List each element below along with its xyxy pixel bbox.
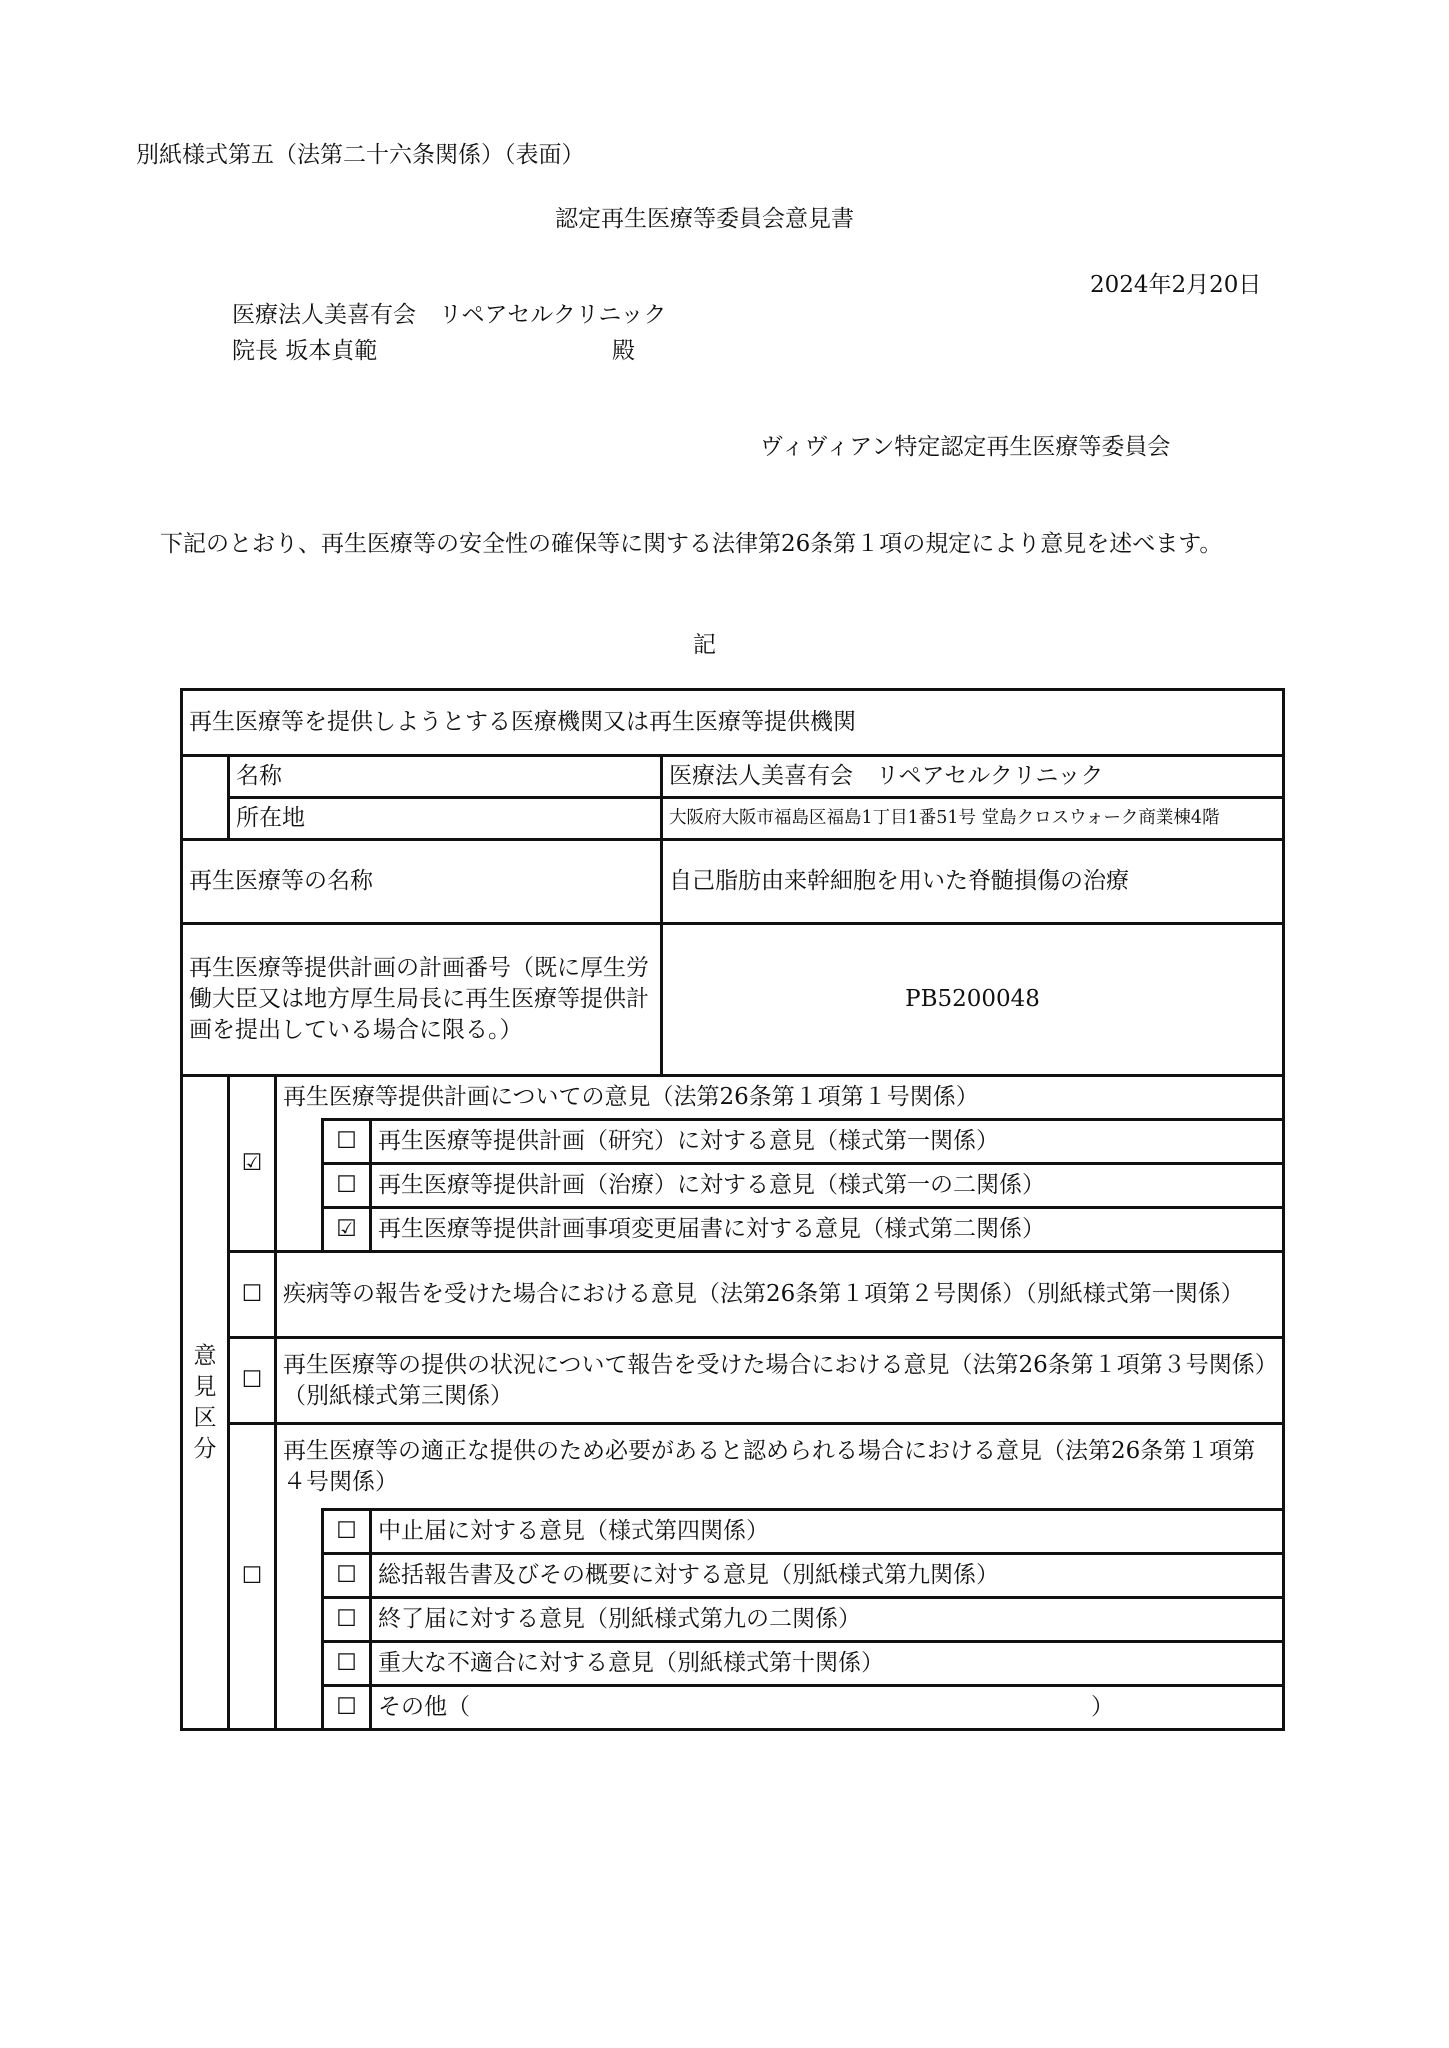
- sec4-item2-label: 総括報告書及びその概要に対する意見（別紙様式第九関係）: [371, 1554, 1284, 1598]
- sec4-item5-label: その他（ ）: [371, 1686, 1284, 1730]
- sec2-label: 疾病等の報告を受けた場合における意見（法第26条第１項第２号関係）（別紙様式第一関係）: [276, 1252, 1284, 1338]
- institution-indent: [182, 756, 229, 840]
- plan-number-label: 再生医療等提供計画の計画番号（既に厚生労働大臣又は地方厚生局長に再生医療等提供計画を提出している場合に限る。）: [182, 924, 662, 1076]
- sec1-item2-checkbox-icon[interactable]: ☐: [323, 1164, 371, 1208]
- sec1-item2-label: 再生医療等提供計画（治療）に対する意見（様式第一の二関係）: [371, 1164, 1284, 1208]
- address-value: 大阪府大阪市福島区福島1丁目1番51号 堂島クロスウォーク商業棟4階: [662, 798, 1284, 840]
- institution-section-header: 再生医療等を提供しようとする医療機関又は再生医療等提供機関: [182, 690, 1284, 756]
- sec4-item5-checkbox-icon[interactable]: ☐: [323, 1686, 371, 1730]
- treatment-name-label: 再生医療等の名称: [182, 840, 662, 924]
- addressee-organization: 医療法人美喜有会 リペアセルクリニック: [232, 302, 667, 328]
- opinion-form-table: [180, 688, 1285, 1731]
- sec2-checkbox-icon[interactable]: ☐: [229, 1252, 276, 1338]
- addressee-person: 院長 坂本貞範: [232, 338, 378, 364]
- document-title: 認定再生医療等委員会意見書: [555, 206, 854, 232]
- plan-number-value: PB5200048: [662, 924, 1284, 1076]
- sec4-item4-checkbox-icon[interactable]: ☐: [323, 1642, 371, 1686]
- sec1-checkbox-icon[interactable]: ☑: [229, 1076, 276, 1252]
- sec1-indent: [276, 1120, 323, 1252]
- sec4-item3-checkbox-icon[interactable]: ☐: [323, 1598, 371, 1642]
- sec1-item3-checkbox-icon[interactable]: ☑: [323, 1208, 371, 1252]
- addressee-honorific: 殿: [612, 338, 635, 364]
- sec4-item4-label: 重大な不適合に対する意見（別紙様式第十関係）: [371, 1642, 1284, 1686]
- form-label: 別紙様式第五（法第二十六条関係）（表面）: [136, 142, 585, 168]
- opinion-category-label: 意 見 区 分: [182, 1076, 229, 1730]
- record-mark: 記: [693, 632, 716, 658]
- body-text: 下記のとおり、再生医療等の安全性の確保等に関する法律第26条第１項の規定により意見を述べます。: [160, 531, 1223, 557]
- address-label: 所在地: [229, 798, 662, 840]
- name-label: 名称: [229, 756, 662, 798]
- document-date: 2024年2月20日: [1090, 272, 1262, 298]
- sec4-item1-checkbox-icon[interactable]: ☐: [323, 1510, 371, 1554]
- sec1-label: 再生医療等提供計画についての意見（法第26条第１項第１号関係）: [276, 1076, 1284, 1120]
- committee-name: ヴィヴィアン特定認定再生医療等委員会: [760, 434, 1171, 460]
- sec3-checkbox-icon[interactable]: ☐: [229, 1338, 276, 1424]
- sec3-label: 再生医療等の提供の状況について報告を受けた場合における意見（法第26条第１項第３号関係）（別紙様式第三関係）: [276, 1338, 1284, 1424]
- sec1-item1-checkbox-icon[interactable]: ☐: [323, 1120, 371, 1164]
- sec4-item1-label: 中止届に対する意見（様式第四関係）: [371, 1510, 1284, 1554]
- sec1-item3-label: 再生医療等提供計画事項変更届書に対する意見（様式第二関係）: [371, 1208, 1284, 1252]
- treatment-name-value: 自己脂肪由来幹細胞を用いた脊髄損傷の治療: [662, 840, 1284, 924]
- sec4-checkbox-icon[interactable]: ☐: [229, 1424, 276, 1730]
- sec4-item2-checkbox-icon[interactable]: ☐: [323, 1554, 371, 1598]
- sec4-item3-label: 終了届に対する意見（別紙様式第九の二関係）: [371, 1598, 1284, 1642]
- sec4-label: 再生医療等の適正な提供のため必要があると認められる場合における意見（法第26条第１項第４号関係）: [276, 1424, 1284, 1510]
- sec1-item1-label: 再生医療等提供計画（研究）に対する意見（様式第一関係）: [371, 1120, 1284, 1164]
- name-value: 医療法人美喜有会 リペアセルクリニック: [662, 756, 1284, 798]
- sec4-indent: [276, 1510, 323, 1730]
